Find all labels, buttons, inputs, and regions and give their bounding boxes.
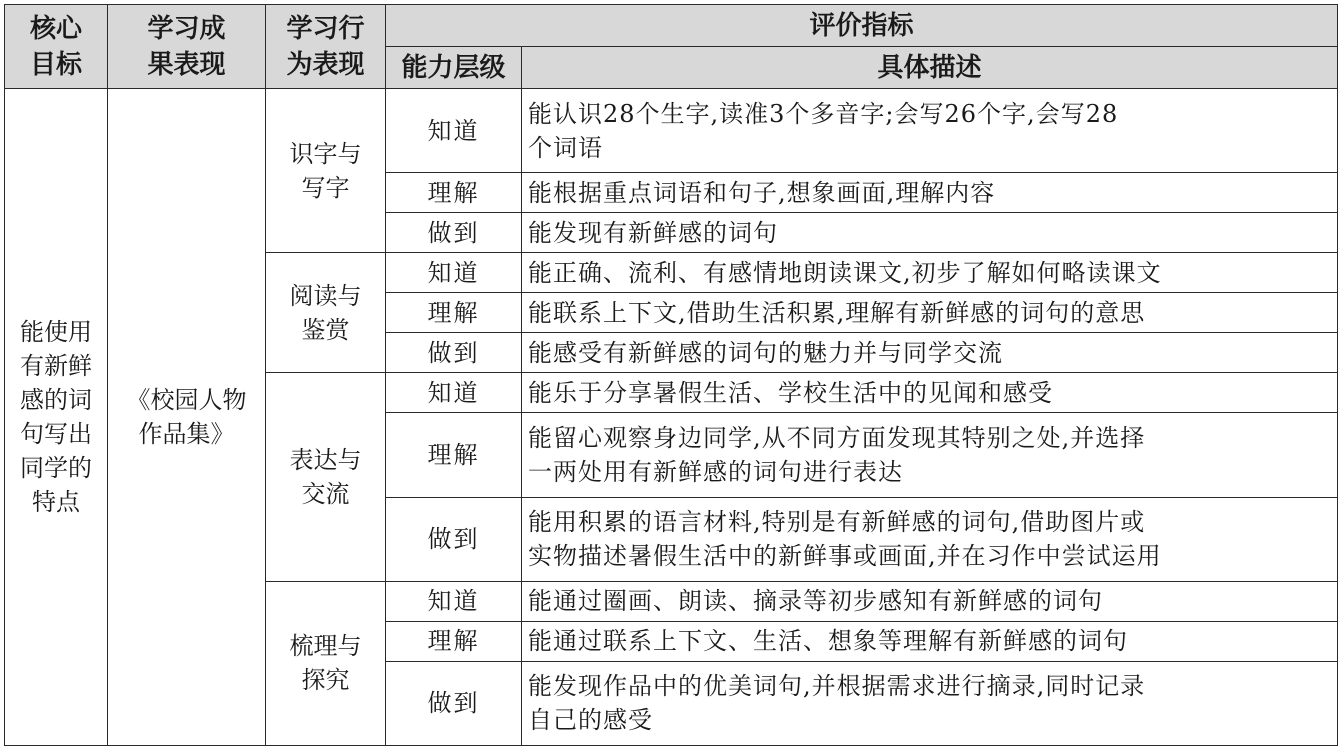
header-outcome-line: 果表现 (147, 49, 226, 80)
header-behavior-line: 为表现 (286, 49, 365, 80)
header-outcome (108, 5, 266, 89)
level-cell: 理解 (386, 293, 522, 333)
evaluation-table (4, 4, 1338, 746)
behavior-text (290, 629, 362, 697)
header-core-goal-line: 目标 (29, 49, 82, 80)
behavior-cell (266, 89, 386, 253)
level-cell: 做到 (386, 333, 522, 373)
core-goal-text (20, 315, 92, 519)
header-core-goal (5, 5, 108, 89)
core-goal-line: 能使用 (20, 318, 92, 347)
description-cell (522, 497, 1338, 581)
behavior-text (290, 443, 362, 511)
table-body (5, 5, 1338, 746)
level-cell: 做到 (386, 497, 522, 581)
behavior-line: 探究 (301, 666, 350, 695)
description-line: 能留心观察身边同学,从不同方面发现其特别之处,并选择 (528, 424, 1146, 453)
description-line: 能发现作品中的优美词句,并根据需求进行摘录,同时记录 (528, 672, 1146, 701)
core-goal-line: 特点 (32, 488, 80, 517)
description-line: 个词语 (528, 133, 603, 162)
behavior-line: 识字与 (289, 139, 362, 168)
level-cell: 知道 (386, 581, 522, 621)
core-goal-cell (5, 89, 108, 746)
header-evaluation: 评价指标 (386, 5, 1338, 47)
level-cell: 做到 (386, 661, 522, 745)
description-cell (522, 333, 1338, 373)
header-row-1 (5, 5, 1338, 47)
level-cell: 知道 (386, 373, 522, 413)
description-cell (522, 413, 1338, 497)
description-cell (522, 373, 1338, 413)
header-behavior (266, 5, 386, 89)
behavior-line: 写字 (301, 173, 350, 202)
header-behavior-line: 学习行 (286, 13, 365, 44)
level-cell: 知道 (386, 253, 522, 293)
behavior-cell (266, 373, 386, 581)
behavior-cell (266, 253, 386, 373)
outcome-cell (108, 89, 266, 746)
behavior-cell (266, 581, 386, 745)
header-description: 具体描述 (522, 47, 1338, 89)
behavior-line: 表达与 (289, 446, 362, 475)
description-line: 能通过联系上下文、生活、想象等理解有新鲜感的词句 (528, 627, 1128, 656)
behavior-line: 交流 (301, 480, 350, 509)
description-line: 自己的感受 (528, 706, 653, 735)
level-cell: 理解 (386, 621, 522, 661)
description-line: 能乐于分享暑假生活、学校生活中的见闻和感受 (528, 378, 1053, 407)
description-line: 能正确、流利、有感情地朗读课文,初步了解如何略读课文 (528, 258, 1162, 287)
behavior-line: 阅读与 (289, 281, 362, 310)
behavior-text (290, 279, 362, 347)
description-cell (522, 213, 1338, 253)
description-cell (522, 89, 1338, 173)
description-line: 能通过圈画、朗读、摘录等初步感知有新鲜感的词句 (528, 587, 1103, 616)
outcome-text (127, 383, 247, 451)
description-line: 能感受有新鲜感的词句的魅力并与同学交流 (528, 338, 1003, 367)
core-goal-line: 同学的 (20, 454, 92, 483)
description-cell (522, 581, 1338, 621)
description-cell (522, 621, 1338, 661)
outcome-line: 作品集》 (138, 420, 235, 449)
description-line: 实物描述暑假生活中的新鲜事或画面,并在习作中尝试运用 (528, 542, 1162, 571)
description-line: 能用积累的语言材料,特别是有新鲜感的词句,借助图片或 (528, 508, 1146, 537)
description-cell (522, 253, 1338, 293)
behavior-text (290, 137, 362, 205)
level-cell: 知道 (386, 89, 522, 173)
core-goal-line: 有新鲜 (20, 352, 92, 381)
description-line: 能联系上下文,借助生活积累,理解有新鲜感的词句的意思 (528, 298, 1146, 327)
description-cell (522, 293, 1338, 333)
behavior-line: 梳理与 (289, 632, 362, 661)
level-cell: 理解 (386, 173, 522, 213)
description-line: 能发现有新鲜感的词句 (528, 218, 778, 247)
description-line: 一两处用有新鲜感的词句进行表达 (528, 458, 903, 487)
header-level: 能力层级 (386, 47, 522, 89)
description-line: 能根据重点词语和句子,想象画面,理解内容 (528, 178, 996, 207)
level-cell: 理解 (386, 413, 522, 497)
description-cell (522, 661, 1338, 745)
core-goal-line: 句写出 (20, 420, 92, 449)
behavior-line: 鉴赏 (301, 315, 350, 344)
header-core-goal-line: 核心 (29, 13, 82, 44)
description-line: 能认识28个生字,读准3个多音字;会写26个字,会写28 (528, 99, 1119, 128)
table-row (5, 89, 1338, 173)
header-outcome-line: 学习成 (147, 13, 226, 44)
outcome-line: 《校园人物 (126, 386, 247, 415)
core-goal-line: 感的词 (20, 386, 92, 415)
description-cell (522, 173, 1338, 213)
level-cell: 做到 (386, 213, 522, 253)
